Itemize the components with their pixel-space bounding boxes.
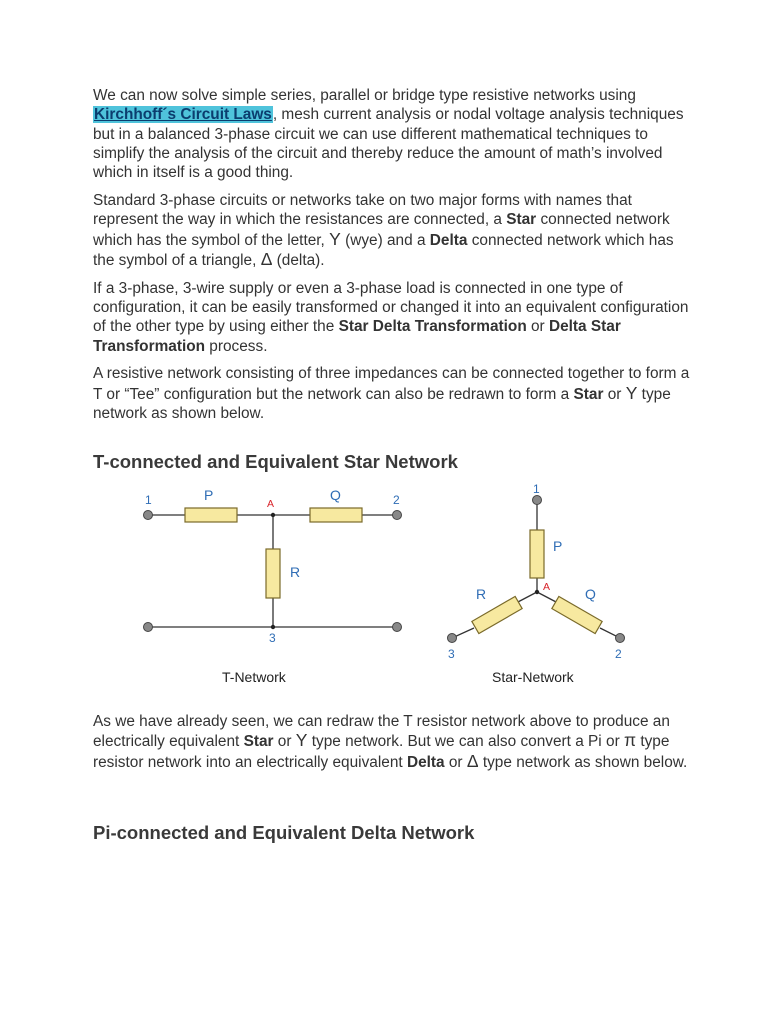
paragraph-text: If a 3-phase, 3-wire supply or even a 3-phase load is connected in one type of configuration, it can be easily transformed or changed it into an equivalent configuration of the other type by using either the xyxy=(93,279,689,336)
paragraph-text: or xyxy=(526,318,549,336)
t-label-res-r: R xyxy=(290,564,301,580)
paragraph-text: As we have already seen, we can redraw the T resistor network above to produce an electrically equivalent xyxy=(93,713,670,751)
star-wire-to-r xyxy=(516,592,537,603)
paragraph-text: , mesh current analysis or nodal voltage analysis techniques but in a balanced 3-phase circuit we can use different mathematical techniques to simplify the analysis of the circuit and thereby reduce the amount of math’s involved which in itself is a good thing. xyxy=(93,106,684,182)
paragraph-text: type network as shown below. xyxy=(93,385,671,422)
paragraph-text: Standard 3-phase circuits or networks take on two major forms with names that represent the way in which the resistances are connected, a xyxy=(93,191,632,229)
paragraph-text: (wye) and a xyxy=(340,231,430,249)
star-junction-a xyxy=(535,590,539,594)
paragraph-text: type network as shown below. xyxy=(478,753,688,771)
t-label-res-q: Q xyxy=(330,487,341,503)
heading-pi-delta: Pi-connected and Equivalent Delta Network xyxy=(93,822,475,843)
t-label-node-3: 3 xyxy=(269,631,276,645)
term-star-delta: Star Delta Transformation xyxy=(338,318,527,336)
t-label-res-p: P xyxy=(204,487,214,503)
paragraph-text: or xyxy=(444,753,467,771)
paragraph-text: (delta). xyxy=(272,251,325,269)
symbol-pi: π xyxy=(623,730,637,751)
star-label-res-q: Q xyxy=(585,586,596,602)
t-label-node-2: 2 xyxy=(393,493,400,507)
t-network-caption: T-Network xyxy=(222,669,286,685)
paragraph-text: process. xyxy=(205,337,268,355)
paragraph-pi xyxy=(93,712,693,772)
star-label-node-3: 3 xyxy=(448,647,455,661)
symbol-delta: Δ xyxy=(260,248,273,269)
paragraph-text: or xyxy=(273,733,296,751)
star-label-node-a: A xyxy=(543,581,551,593)
star-label-res-p: P xyxy=(553,538,563,554)
t-label-node-1: 1 xyxy=(145,493,152,507)
star-label-node-1: 1 xyxy=(533,482,540,496)
term-star: Star xyxy=(243,733,274,751)
paragraph-text: A resistive network consisting of three impedances can be connected together to form a T or “Tee” configuration but the network can also be redrawn to form a xyxy=(93,365,690,403)
star-network-caption: Star-Network xyxy=(492,669,574,685)
term-delta-star: Delta Star Transformation xyxy=(93,318,621,355)
star-resistor-q xyxy=(552,596,602,633)
star-terminal-1 xyxy=(533,496,542,505)
paragraph-text: connected network which has the symbol of a triangle, xyxy=(93,231,674,269)
symbol-delta: Δ xyxy=(466,750,479,771)
term-star: Star xyxy=(506,211,537,229)
star-label-res-r: R xyxy=(476,586,487,602)
star-label-node-2: 2 xyxy=(615,647,622,661)
term-delta: Delta xyxy=(406,753,445,771)
star-resistor-p xyxy=(530,530,544,578)
symbol-wye: Υ xyxy=(295,730,308,751)
paragraph-text: We can now solve simple series, parallel or bridge type resistive networks using xyxy=(93,87,636,104)
term-star: Star xyxy=(573,385,604,403)
star-wire-to-q xyxy=(537,592,558,603)
paragraph-text: type resistor network into an electrically equivalent xyxy=(93,733,670,771)
star-terminal-2 xyxy=(616,634,625,643)
kirchhoff-link[interactable]: Kirchhoff´s Circuit Laws xyxy=(94,106,272,124)
paragraph-text: type network. But we can also convert a Pi or xyxy=(307,733,624,751)
symbol-wye: Υ xyxy=(329,228,341,249)
symbol-wye: Υ xyxy=(625,382,638,403)
heading-t-star: T-connected and Equivalent Star Network xyxy=(93,451,458,472)
star-resistor-r xyxy=(472,596,522,633)
t-label-node-a: A xyxy=(267,498,275,510)
paragraph-text: connected network which has the symbol of the letter, xyxy=(93,211,670,249)
paragraph-text: or xyxy=(603,385,626,403)
star-terminal-3 xyxy=(448,634,457,643)
term-delta: Delta xyxy=(429,231,468,249)
